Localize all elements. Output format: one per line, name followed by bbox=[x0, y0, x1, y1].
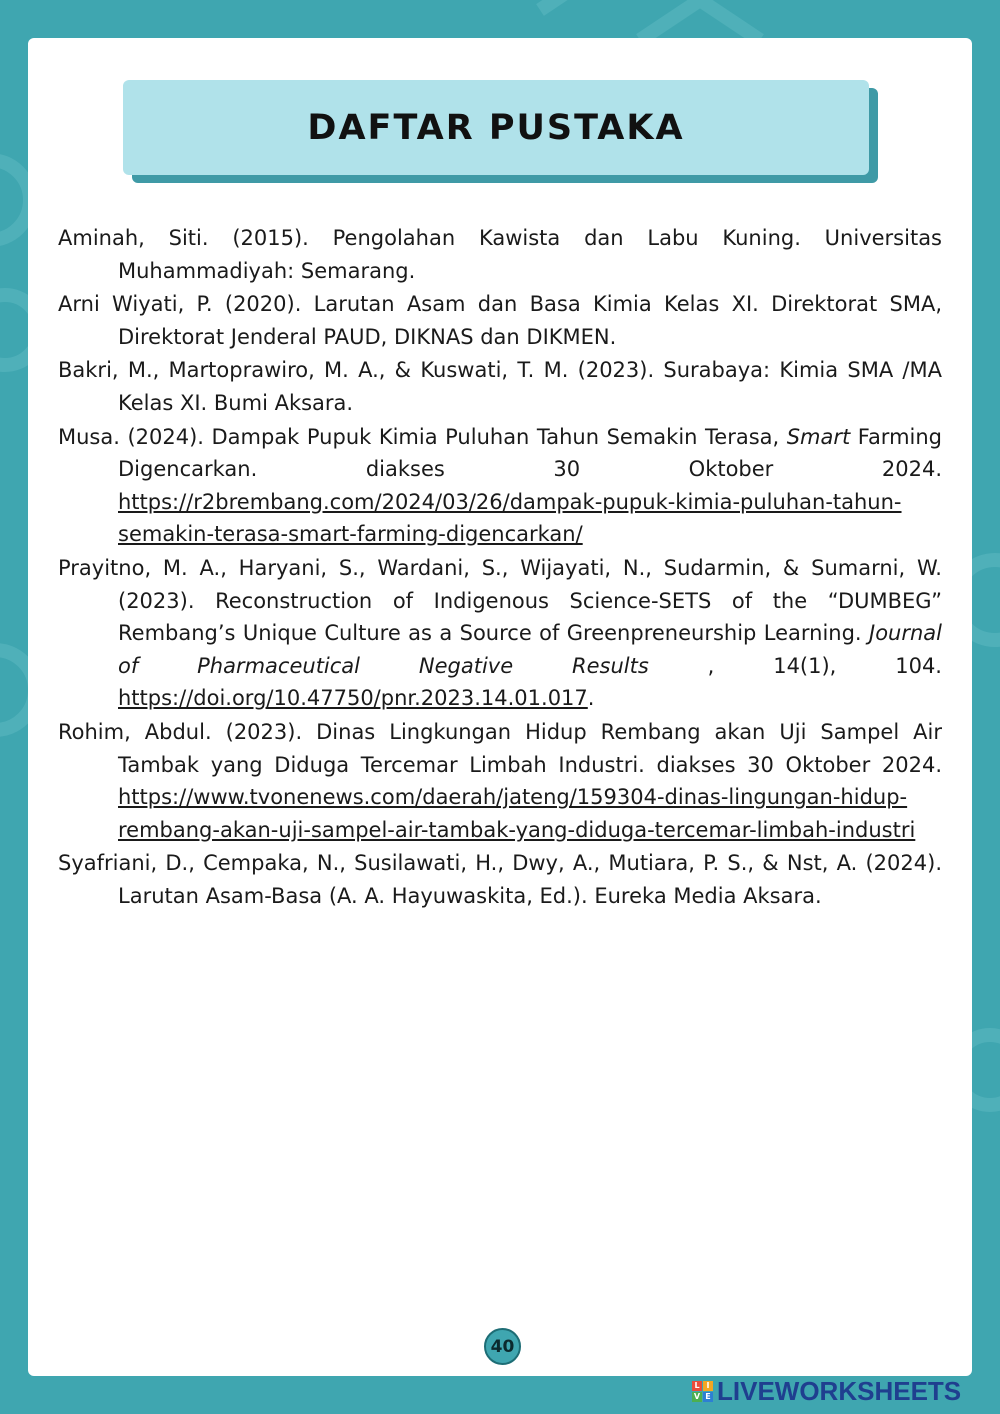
reference-italic-title: Journal of Pharmaceutical Negative Results bbox=[118, 621, 942, 678]
reference-italic-title: Smart bbox=[786, 424, 851, 449]
title-banner bbox=[123, 80, 869, 175]
reference-link[interactable]: https://doi.org/10.47750/pnr.2023.14.01.017 bbox=[118, 686, 588, 711]
reference-item bbox=[58, 552, 942, 715]
reference-item bbox=[58, 421, 942, 551]
reference-text: Arni Wiyati, P. (2020). Larutan Asam dan Basa Kimia Kelas XI. Direktorat SMA, Direktorat Jenderal PAUD, DIKNAS dan DIKMEN. bbox=[58, 292, 942, 349]
reference-list bbox=[58, 222, 942, 913]
reference-link[interactable]: https://www.tvonenews.com/daerah/jateng/159304-dinas-lingungan-hidup-rembang-akan-uji-sampel-air-tambak-yang-diduga-tercemar-limbah-industri bbox=[118, 785, 916, 842]
reference-item bbox=[58, 847, 942, 912]
brand-logo-icon bbox=[692, 1381, 713, 1402]
logo-letter: E bbox=[703, 1392, 713, 1402]
page-number-badge bbox=[484, 1328, 521, 1365]
logo-letter: V bbox=[693, 1391, 701, 1401]
reference-item bbox=[58, 716, 942, 846]
reference-text: Farming Digencarkan. diakses 30 Oktober 2024. bbox=[118, 424, 943, 482]
logo-letter: I bbox=[703, 1381, 713, 1391]
reference-item bbox=[58, 288, 942, 353]
reference-text: Musa. (2024). Dampak Pupuk Kimia Puluhan Tahun Semakin Terasa, bbox=[58, 424, 787, 449]
reference-item bbox=[58, 354, 942, 419]
reference-text: Bakri, M., Martoprawiro, M. A., & Kuswati, T. M. (2023). Surabaya: Kimia SMA /MA Kelas XI. Bumi Aksara. bbox=[58, 358, 942, 415]
page-title: DAFTAR PUSTAKA bbox=[307, 107, 685, 148]
reference-link[interactable]: https://r2brembang.com/2024/03/26/dampak-pupuk-kimia-puluhan-tahun-semakin-terasa-smart-farming-digencarkan/ bbox=[118, 489, 902, 547]
reference-text: Rohim, Abdul. (2023). Dinas Lingkungan Hidup Rembang akan Uji Sampel Air Tambak yang Diduga Tercemar Limbah Industri. diakses 30 Oktober 2024. bbox=[58, 719, 942, 777]
reference-text: Prayitno, M. A., Haryani, S., Wardani, S., Wijayati, N., Sudarmin, & Sumarni, W. (2023). Reconstruction of Indigenous Science-SETS of the “DUMBEG” Rembang’s Unique Culture as a Source of Greenpreneurship Learning. bbox=[58, 555, 942, 646]
page-number: 40 bbox=[490, 1336, 515, 1357]
reference-item bbox=[58, 222, 942, 287]
reference-text: , 14(1), 104. bbox=[648, 653, 942, 678]
logo-letter: L bbox=[692, 1381, 702, 1391]
reference-text: Syafriani, D., Cempaka, N., Susilawati, H., Dwy, A., Mutiara, P. S., & Nst, A. (2024). Larutan Asam-Basa (A. A. Hayuwaskita, Ed.). Eureka Media Aksara. bbox=[58, 851, 942, 908]
brand-name: LIVEWORKSHEETS bbox=[717, 1375, 962, 1406]
reference-text: . bbox=[587, 686, 595, 711]
brand-watermark bbox=[692, 1376, 961, 1406]
reference-text: Aminah, Siti. (2015). Pengolahan Kawista dan Labu Kuning. Universitas Muhammadiyah: Semarang. bbox=[58, 226, 942, 283]
